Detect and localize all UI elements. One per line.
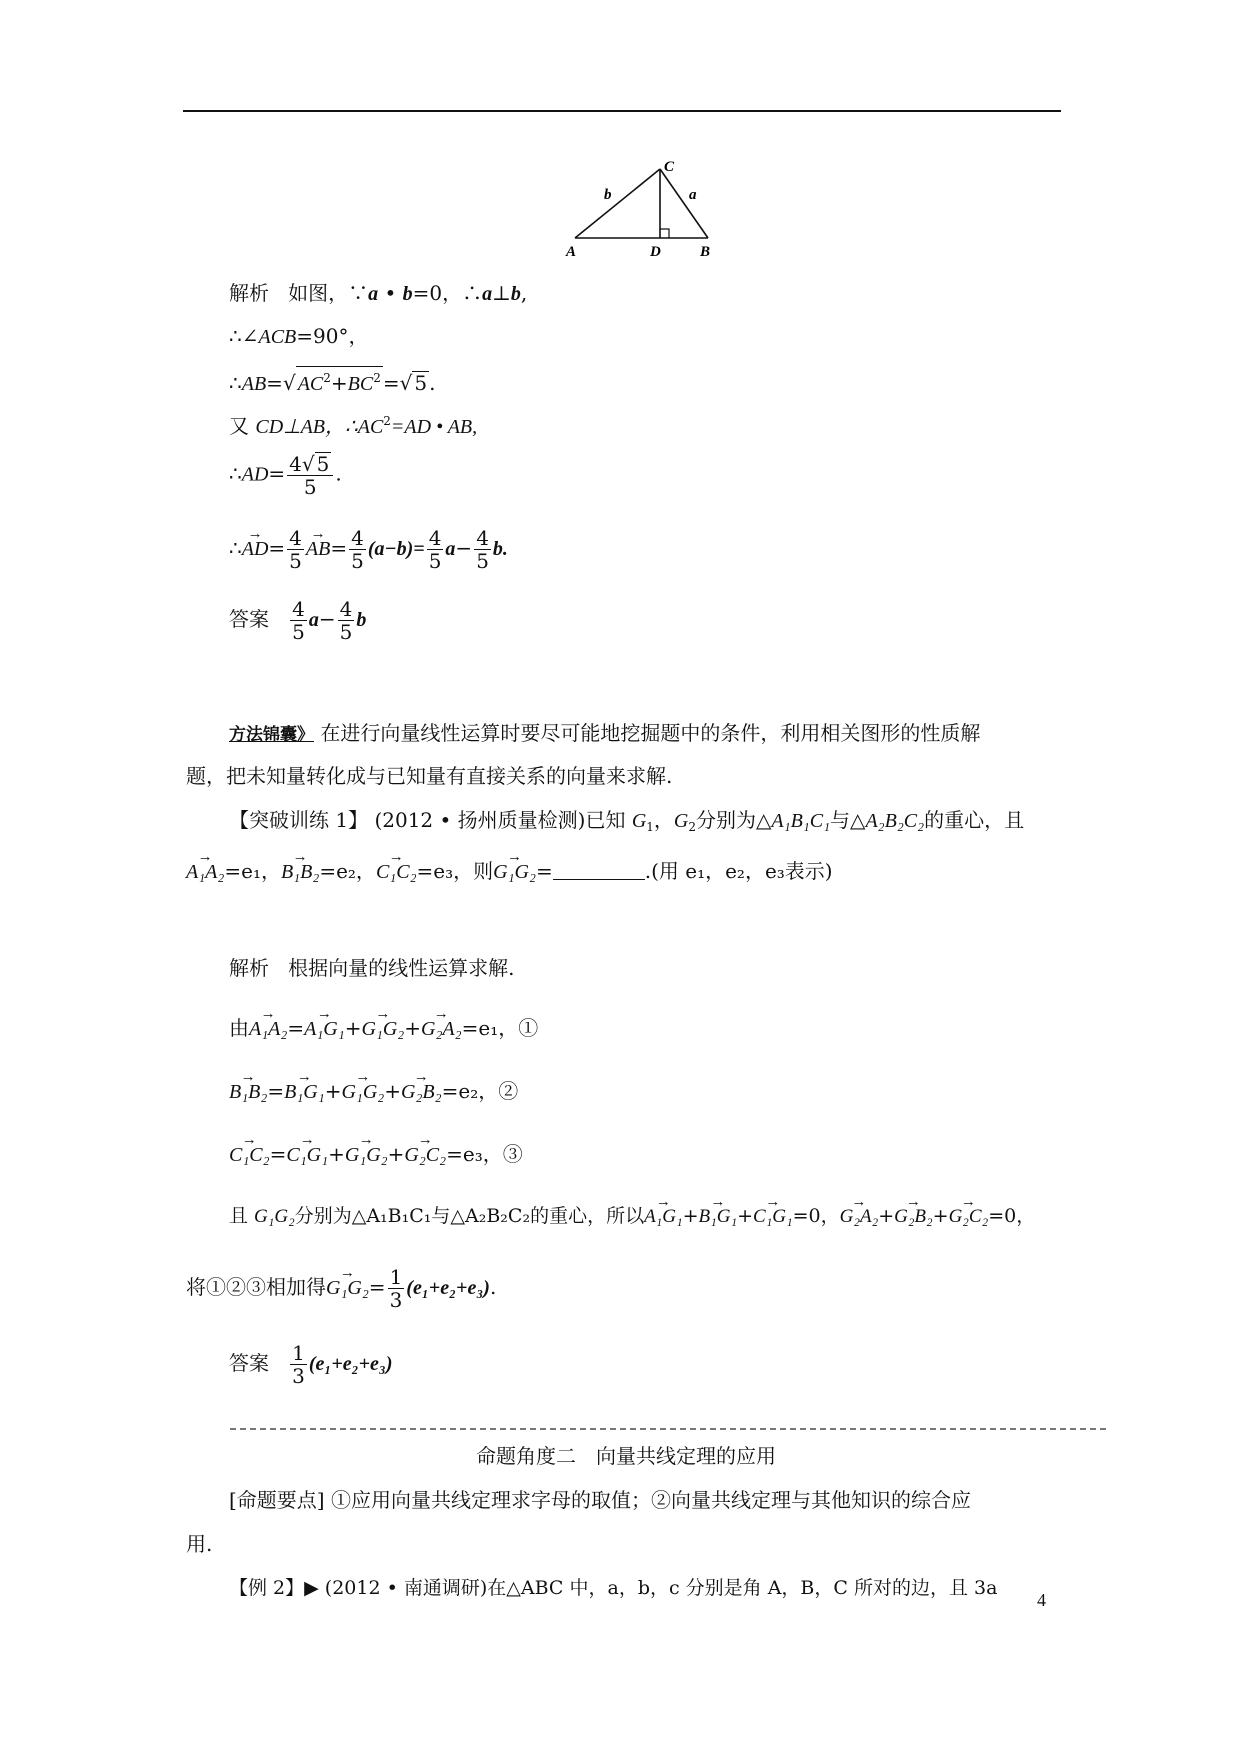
solution1-line2: ∴∠ACB=90°， <box>229 324 369 348</box>
section-heading: 命题角度二 向量共线定理的应用 <box>476 1444 776 1468</box>
header-rule <box>183 110 1061 112</box>
solution1-line5: ∴AD= $\frac{4√ 5}{5}$ . <box>229 452 342 499</box>
solution1-line6: ∴→ AD= $\frac{4}{5}$ → AB= $\frac{4}{5}$ (a−b)= $\frac{4}{5}$ a− $\frac{4}{5}$ b. <box>229 527 508 572</box>
solution2-answer: 答案 $\frac{1}{3}$ (e₁+e₂+e₃) <box>229 1341 393 1388</box>
training1-line2: → A₁A₂=e₁，→ B₁B₂=e₂，→ C₁C₂=e₃，则→ G₁G₂= .(用 e₁，e₂，e₃表示) <box>186 858 833 885</box>
label-b-vertex: B <box>700 244 711 260</box>
solution2-intro: 解析 根据向量的线性运算求解. <box>229 956 515 980</box>
solution1-line3: ∴AB=√ $AC^2+BC^2$ =√ 5 . <box>229 366 435 397</box>
section-point-line1: [命题要点] ①应用向量共线定理求字母的取值；②向量共线定理与其他知识的综合应 <box>229 1488 971 1512</box>
solution2-sum: 将①②③相加得→ G₁G₂= $\frac{1}{3}$ (e₁+e₂+e₃). <box>186 1266 496 1311</box>
answer-blank <box>553 861 645 880</box>
method-line2: 题，把未知量转化成与已知量有直接关系的向量来求解. <box>186 764 673 788</box>
training1-line1: 【突破训练 1】 (2012 • 扬州质量检测)已知 $G_1$，$G_2$分别为△A₁B₁C₁与△A₂B₂C₂的重心，且 <box>229 808 1025 834</box>
method-label: 方法锦囊》 <box>229 725 314 745</box>
triangle-figure <box>560 152 720 262</box>
solution2-eq1: 由→ A₁A₂=→ A₁G₁+→ G₁G₂+→ G₂A₂=e₁，① <box>229 1015 538 1042</box>
label-a: a <box>689 187 697 203</box>
section-divider <box>230 1428 1106 1430</box>
page-number: 4 <box>1037 1590 1046 1610</box>
solution1-line1: 解析 如图，∵a • b=0，∴a⊥b, <box>229 281 528 305</box>
label-d: D <box>650 244 661 260</box>
label-b: b <box>604 187 612 203</box>
method-line1: 方法锦囊》 在进行向量线性运算时要尽可能地挖掘题中的条件，利用相关图形的性质解 <box>229 721 981 745</box>
solution1-line4: 又 CD⊥AB，$\therefore AC^2=AD$ • AB, <box>229 414 478 438</box>
right-angle-mark <box>660 229 669 238</box>
side-a-line <box>660 169 708 238</box>
solution2-eq2: → B₁B₂=→ B₁G₁+→ G₁G₂+→ G₂B₂=e₂，② <box>229 1078 518 1105</box>
example2-line: 【例 2】▶ (2012 • 南通调研)在△ABC 中，a，b，c 分别是角 A，B，C 所对的边，且 3a <box>229 1577 998 1599</box>
side-b-line <box>575 169 660 238</box>
section-point-line2: 用. <box>186 1532 213 1556</box>
solution2-centroid-line: 且 G₁G₂分别为△A₁B₁C₁与△A₂B₂C₂的重心，所以→ A₁G₁+→ B₁G₁+→ C₁G₁=0，→ G₂A₂+→ G₂B₂+→ G₂C₂=0， <box>229 1203 1035 1230</box>
solution1-answer: 答案 $\frac{4}{5}$ a− $\frac{4}{5}$ b <box>229 597 367 644</box>
label-c: C <box>664 159 675 175</box>
label-a-vertex: A <box>566 244 577 260</box>
solution2-eq3: → C₁C₂=→ C₁G₁+→ G₁G₂+→ G₂C₂=e₃，③ <box>229 1141 523 1168</box>
